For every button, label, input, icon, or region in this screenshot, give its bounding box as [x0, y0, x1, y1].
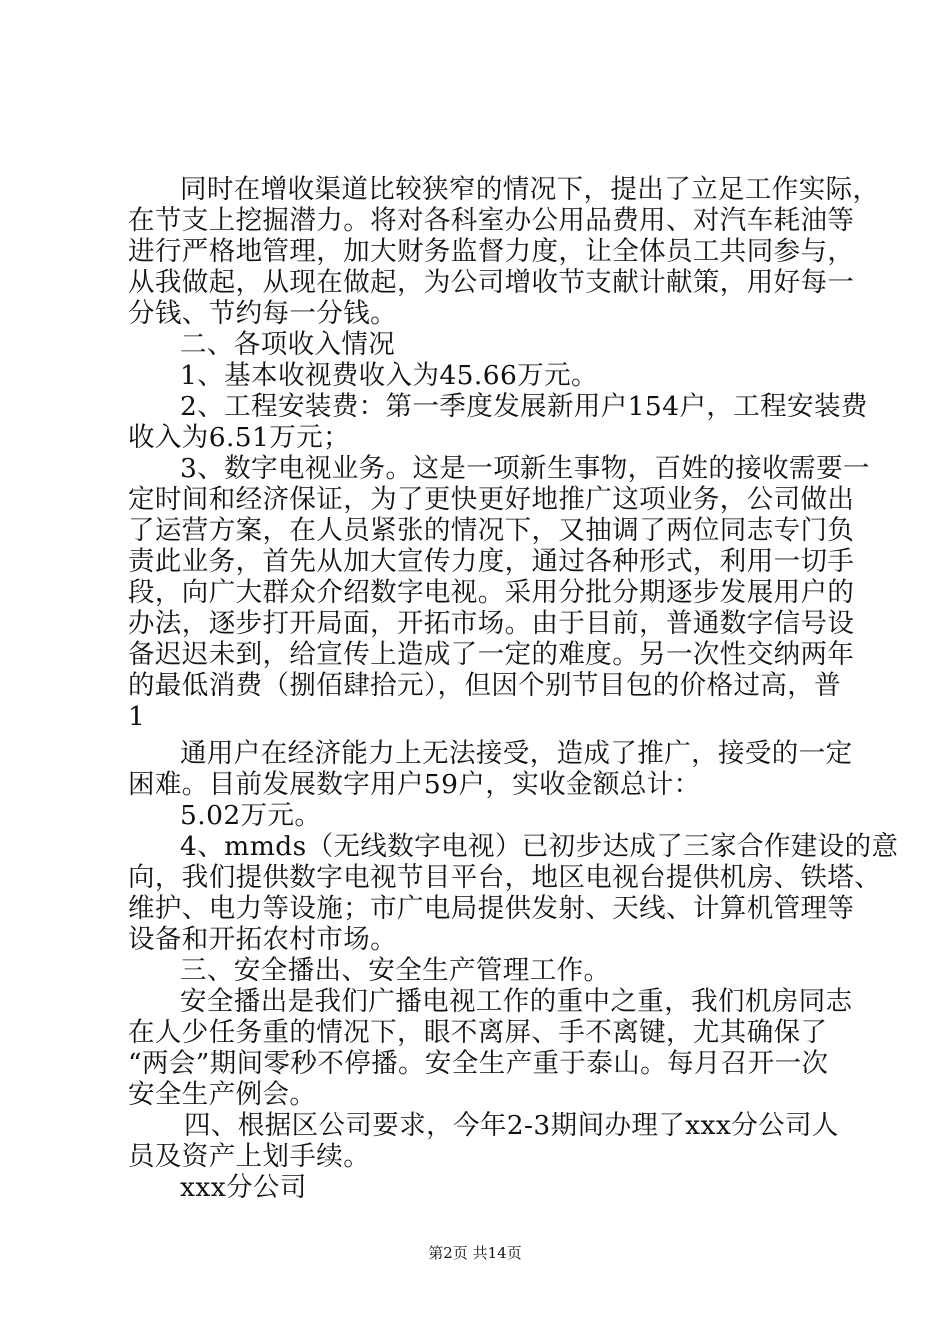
paragraph-line: 从我做起，从现在做起，为公司增收节支献计献策，用好每一: [128, 267, 855, 298]
document-body: [128, 174, 899, 1203]
section-heading: 二、各项收入情况: [180, 329, 396, 360]
paragraph-line: 困难。目前发展数字用户59户，实收金额总计：: [128, 769, 701, 800]
paragraph-line: 3、数字电视业务。这是一项新生事物，百姓的接收需要一: [180, 453, 870, 484]
paragraph-line: 安全生产例会。: [128, 1079, 317, 1110]
paragraph-line: 安全播出是我们广播电视工作的重中之重，我们机房同志: [180, 986, 853, 1017]
paragraph-line: 5.02万元。: [180, 800, 322, 831]
paragraph-line: 设备和开拓农村市场。: [128, 924, 397, 955]
paragraph-line: 2、工程安装费：第一季度发展新用户154户，工程安装费: [180, 391, 868, 422]
signature-line: xxx分公司: [180, 1172, 307, 1203]
paragraph-line: 责此业务，首先从加大宣传力度，通过各种形式，利用一切手: [128, 546, 855, 577]
paragraph-line: 定时间和经济保证，为了更快更好地推广这项业务，公司做出: [128, 484, 855, 515]
paragraph-line: 办法，逐步打开局面，开拓市场。由于目前，普通数字信号设: [128, 608, 855, 639]
paragraph-line: 收入为6.51万元；: [128, 422, 351, 453]
section-heading: 三、安全播出、安全生产管理工作。: [180, 955, 611, 986]
paragraph-line: “两会”期间零秒不停播。安全生产重于泰山。每月召开一次: [128, 1048, 829, 1079]
paragraph-line: 段，向广大群众介绍数字电视。采用分批分期逐步发展用户的: [128, 577, 855, 608]
paragraph-line: 备迟迟未到，给宣传上造成了一定的难度。另一次性交纳两年: [128, 639, 855, 670]
paragraph-line: 在节支上挖掘潜力。将对各科室办公用品费用、对汽车耗油等: [128, 205, 855, 236]
paragraph-line: 在人少任务重的情况下，眼不离屏、手不离键，尤其确保了: [128, 1017, 828, 1048]
paragraph-line: 的最低消费（捌佰肆拾元），但因个别节目包的价格过高，普: [128, 670, 842, 701]
paragraph-line: 通用户在经济能力上无法接受，造成了推广，接受的一定: [180, 738, 853, 769]
paragraph-line: 同时在增收渠道比较狭窄的情况下，提出了立足工作实际，: [180, 174, 880, 205]
paragraph-line: 1、基本收视费收入为45.66万元。: [180, 360, 598, 391]
paragraph-line: 了运营方案，在人员紧张的情况下，又抽调了两位同志专门负: [128, 515, 855, 546]
paragraph-line: 4、mmds（无线数字电视）已初步达成了三家合作建设的意: [180, 831, 899, 862]
paragraph-line: 员及资产上划手续。: [128, 1141, 371, 1172]
inline-page-number: 1: [128, 701, 146, 732]
page-footer: 第2页 共14页: [428, 1244, 522, 1262]
paragraph-line: 向，我们提供数字电视节目平台，地区电视台提供机房、铁塔、: [128, 862, 882, 893]
paragraph-line: 维护、电力等设施；市广电局提供发射、天线、计算机管理等: [128, 893, 855, 924]
paragraph-line: 进行严格地管理，加大财务监督力度，让全体员工共同参与，: [128, 236, 855, 267]
section-heading: 四、根据区公司要求，今年2-3期间办理了xxx分公司人: [184, 1110, 839, 1141]
paragraph-line: 分钱、节约每一分钱。: [128, 298, 397, 329]
